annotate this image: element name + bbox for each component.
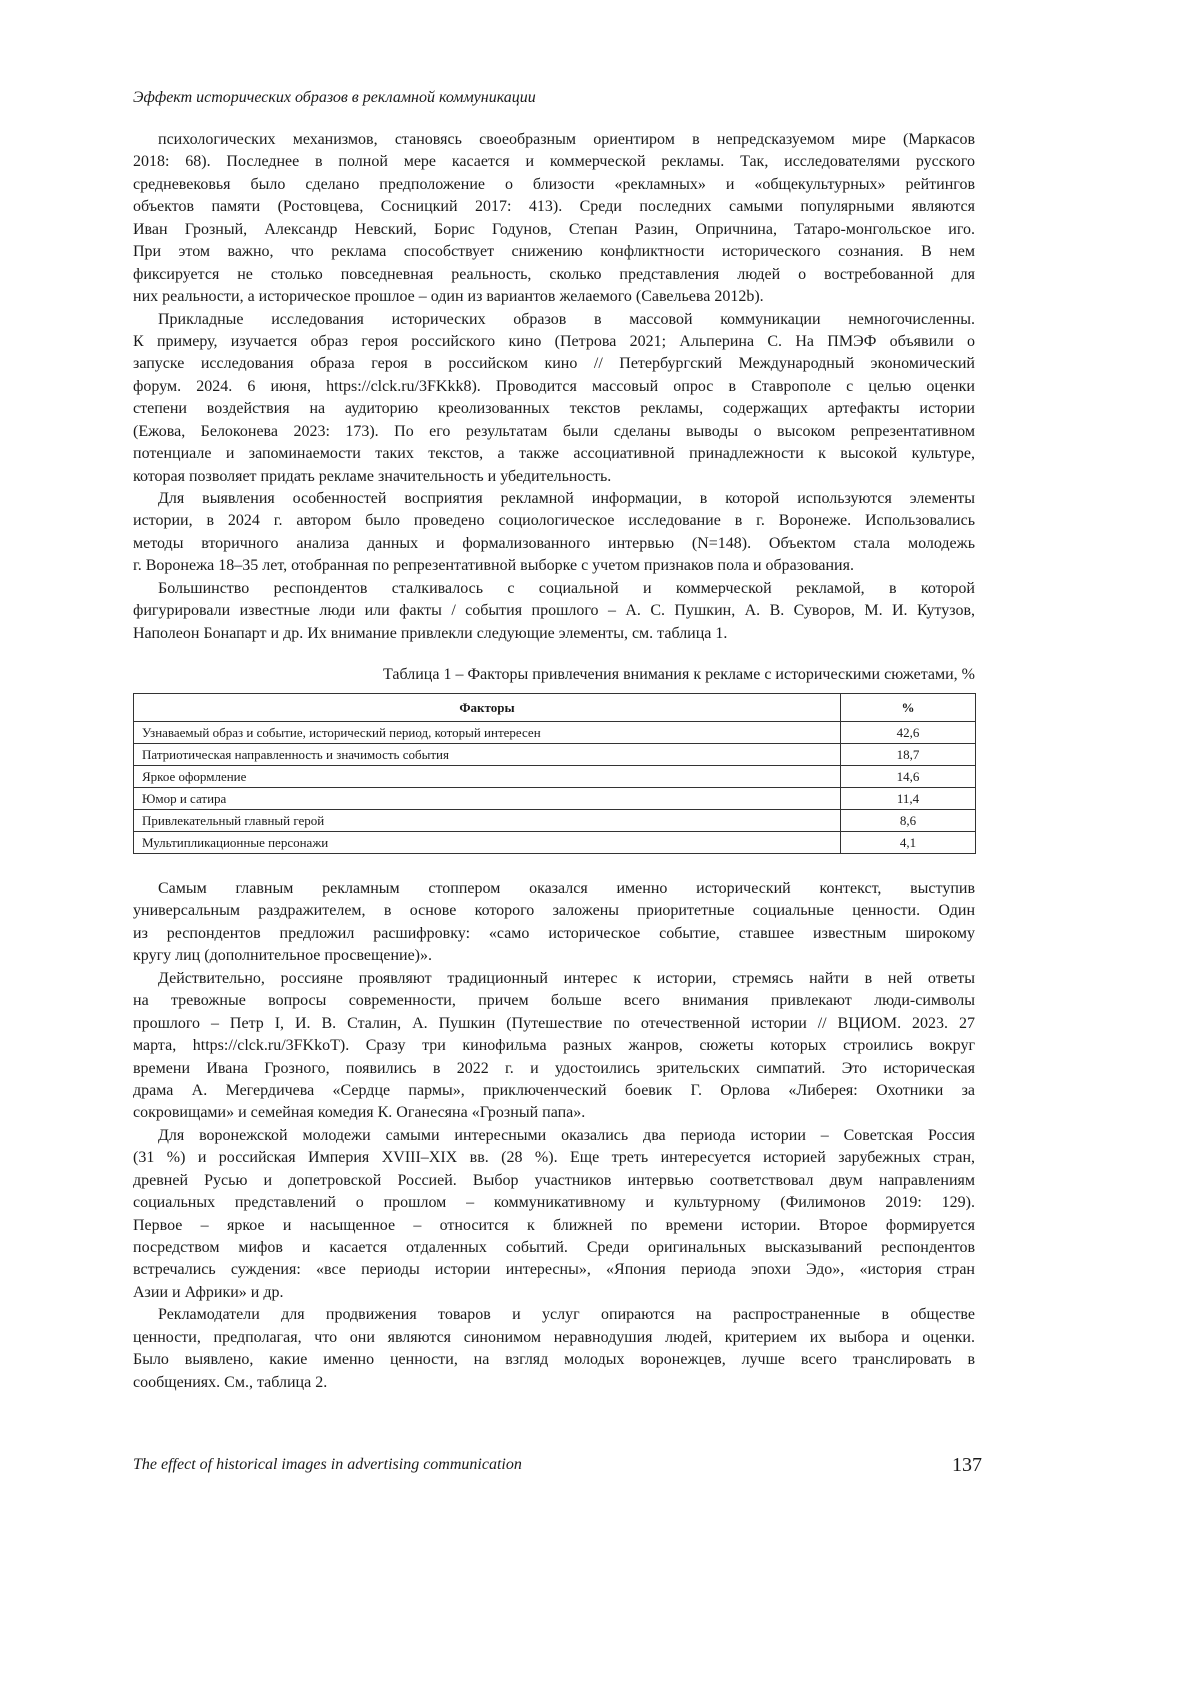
text-line: которая позволяет придать рекламе значительность и убедительность. <box>133 467 612 485</box>
text-line: социальных представлений о прошлом – коммуникативному и культурному (Филимонов 2019: 129). <box>133 1194 975 1212</box>
percent-cell: 4,1 <box>841 832 976 854</box>
text-line: фигурировали известные люди или факты / события прошлого – А. С. Пушкин, А. В. Суворов, М. И. Кутузов, <box>133 602 975 620</box>
text-line: посредством мифов и касается отдаленных событий. Среди оригинальных высказываний респондентов <box>133 1239 975 1256</box>
text-line: кругу лиц (дополнительное просвещение)». <box>133 947 432 965</box>
factor-cell: Юмор и сатира <box>134 788 841 810</box>
header-percent: % <box>841 694 976 722</box>
paragraph <box>133 488 975 578</box>
text-line: Первое – яркое и насыщенное – относится к ближней по времени истории. Второе формируется <box>133 1216 975 1234</box>
body-text-top <box>133 129 975 645</box>
running-footer: The effect of historical images in advertising communication <box>133 1456 522 1473</box>
text-line: них реальности, а историческое прошлое – один из вариантов желаемого (Савельева 2012b). <box>133 288 764 306</box>
table-row <box>134 832 976 854</box>
table-caption: Таблица 1 – Факторы привлечения внимания к рекламе с историческими сюжетами, % <box>383 666 975 683</box>
text-line: на тревожные вопросы современности, причем больше всего внимания привлекают люди-символы <box>133 992 975 1010</box>
header-factors: Факторы <box>134 694 841 722</box>
paragraph <box>133 878 975 968</box>
paragraph <box>133 968 975 1125</box>
text-line: встречались суждения: «все периоды истории интересны», «Япония периода эпохи Эдо», «история стран <box>133 1261 975 1279</box>
paragraph <box>133 1125 975 1305</box>
text-line: запуске исследования образа героя в российском кино // Петербургский Международный экономический <box>133 355 975 373</box>
paragraph <box>133 1304 975 1394</box>
percent-cell: 42,6 <box>841 722 976 744</box>
paragraph <box>133 578 975 645</box>
table-row <box>134 788 976 810</box>
table-row <box>134 744 976 766</box>
text-line: При этом важно, что реклама способствует снижению конфликтности исторического сознания. В нем <box>133 243 975 261</box>
text-line: универсальным раздражителем, в основе которого заложены приоритетные социальные ценности. Один <box>133 902 975 920</box>
paragraph <box>133 309 975 489</box>
factor-cell: Узнаваемый образ и событие, исторический период, который интересен <box>134 722 841 744</box>
text-line: времени Ивана Грозного, появились в 2022 г. и удостоились зрительских симпатий. Это историческая <box>133 1059 975 1077</box>
text-line: средневековья было сделано предположение о близости «рекламных» и «общекультурных» рейтингов <box>133 175 975 193</box>
factors-table <box>133 693 976 854</box>
table-row <box>134 810 976 832</box>
text-line: форум. 2024. 6 июня, https://clck.ru/3FKkk8). Проводится массовый опрос в Ставрополе с целью оценки <box>133 377 975 395</box>
text-line: Для воронежской молодежи самыми интересными оказались два периода истории – Советская Россия <box>158 1126 975 1144</box>
text-line: г. Воронежа 18–35 лет, отобранная по репрезентативной выборке с учетом признаков пола и образования. <box>133 557 854 575</box>
factor-cell: Мультипликационные персонажи <box>134 832 841 854</box>
text-line: Азии и Африки» и др. <box>133 1283 284 1301</box>
factor-cell: Привлекательный главный герой <box>134 810 841 832</box>
percent-cell: 11,4 <box>841 788 976 810</box>
percent-cell: 8,6 <box>841 810 976 832</box>
text-line: марта, https://clck.ru/3FKkoT). Сразу три кинофильма разных жанров, сюжеты которых строились вокруг <box>133 1037 975 1055</box>
factor-cell: Патриотическая направленность и значимость события <box>134 744 841 766</box>
text-line: Рекламодатели для продвижения товаров и услуг опираются на распространенные в обществе <box>158 1306 975 1324</box>
text-line: древней Русью и допетровской Россией. Выбор участников интервью соответствовал двум направлениям <box>133 1171 975 1189</box>
text-line: Было выявлено, какие именно ценности, на взгляд молодых воронежцев, лучше всего транслировать в <box>133 1351 975 1369</box>
text-line: фиксируется не столько повседневная реальность, сколько представления людей о востребованной для <box>133 265 975 283</box>
paragraph <box>133 129 975 309</box>
text-line: сообщениях. См., таблица 2. <box>133 1373 328 1391</box>
text-line: Большинство респондентов сталкивалось с социальной и коммерческой рекламой, в которой <box>158 579 975 597</box>
text-line: Действительно, россияне проявляют традиционный интерес к истории, стремясь найти в ней ответы <box>158 969 975 987</box>
percent-cell: 14,6 <box>841 766 976 788</box>
text-line: методы вторичного анализа данных и формализованного интервью (N=148). Объектом стала молодежь <box>133 534 975 552</box>
text-line: Прикладные исследования исторических образов в массовой коммуникации немногочисленны. <box>158 310 975 328</box>
text-line: прошлого – Петр I, И. В. Сталин, А. Пушкин (Путешествие по отечественной истории // ВЦИОМ. 2023. 27 <box>133 1014 975 1032</box>
table-row <box>134 766 976 788</box>
text-line: К примеру, изучается образ героя российского кино (Петрова 2021; Альперина С. На ПМЭФ объявили о <box>133 332 975 350</box>
text-line: (31 %) и российская Империя XVIII–XIX вв. (28 %). Еще треть интересуется историей зарубежных стран, <box>133 1149 975 1167</box>
text-line: (Ежова, Белоконева 2023: 173). По его результатам были сделаны выводы о высоком репрезентативном <box>133 422 975 440</box>
text-line: степени воздействия на аудиторию креолизованных текстов рекламы, содержащих артефакты истории <box>133 400 975 418</box>
text-line: Наполеон Бонапарт и др. Их внимание привлекли следующие элементы, см. таблица 1. <box>133 624 728 642</box>
text-line: Самым главным рекламным стоппером оказался именно исторический контекст, выступив <box>158 880 975 897</box>
text-line: 2018: 68). Последнее в полной мере касается и коммерческой рекламы. Так, исследователями русского <box>133 153 975 171</box>
text-line: Для выявления особенностей восприятия рекламной информации, в которой используются элементы <box>158 490 975 507</box>
table-row <box>134 722 976 744</box>
text-line: драма А. Мегердичева «Сердце пармы», приключенческий боевик Г. Орлова «Либерея: Охотники за <box>133 1081 975 1099</box>
factor-cell: Яркое оформление <box>134 766 841 788</box>
text-line: потенциале и запоминаемости таких текстов, а также ассоциативной принадлежности к высокой культуре, <box>133 445 975 463</box>
body-text-bottom <box>133 878 975 1394</box>
running-header: Эффект исторических образов в рекламной коммуникации <box>133 89 536 106</box>
text-line: ценности, предполагая, что они являются синонимом неравнодушия людей, критерием их выбора и оценки. <box>133 1328 975 1346</box>
text-line: истории, в 2024 г. автором было проведено социологическое исследование в г. Воронеже. Использовались <box>133 512 975 530</box>
text-line: сокровищами» и семейная комедия К. Оганесяна «Грозный папа». <box>133 1104 586 1122</box>
table-header-row <box>134 694 976 722</box>
text-line: объектов памяти (Ростовцева, Сосницкий 2017: 413). Среди последних самыми популярными являются <box>133 198 975 216</box>
text-line: из респондентов предложил расшифровку: «само историческое событие, ставшее известным широкому <box>133 924 975 942</box>
percent-cell: 18,7 <box>841 744 976 766</box>
text-line: психологических механизмов, становясь своеобразным ориентиром в непредсказуемом мире (Маркасов <box>158 131 975 148</box>
text-line: Иван Грозный, Александр Невский, Борис Годунов, Степан Разин, Опричнина, Татаро-монгольское иго. <box>133 220 975 238</box>
page-number: 137 <box>952 1454 982 1476</box>
